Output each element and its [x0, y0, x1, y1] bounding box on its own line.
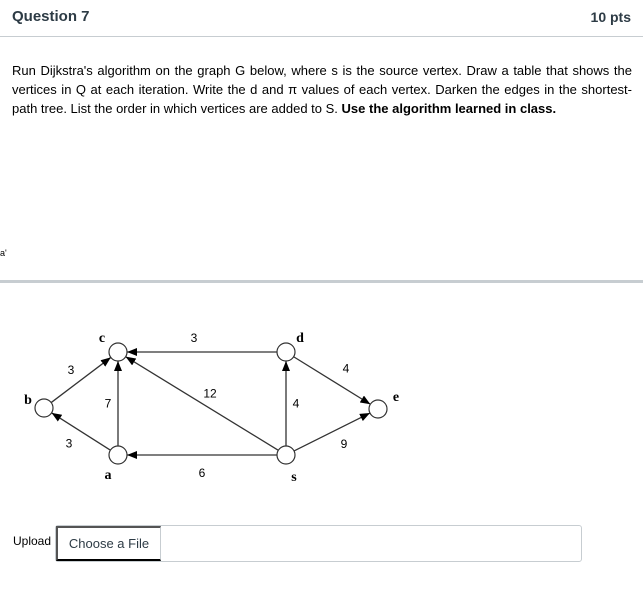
edge-weight-s-c: 12 — [203, 386, 217, 401]
edge-b-c — [51, 357, 111, 402]
node-label-b: b — [24, 393, 32, 408]
edge-weight-b-c: 3 — [67, 363, 75, 377]
edge-weight-d-e: 4 — [342, 361, 350, 376]
edge-weight-s-a: 6 — [198, 466, 206, 480]
question-text — [12, 61, 632, 118]
node-b — [35, 399, 53, 417]
node-label-a: a — [104, 468, 112, 483]
edge-s-c — [126, 357, 279, 451]
node-d — [277, 343, 295, 361]
choose-file-button[interactable]: Choose a File — [56, 526, 161, 561]
question-emphasis: Use the algorithm learned in class. — [341, 101, 557, 116]
node-c — [109, 343, 127, 361]
question-header — [0, 0, 643, 37]
stray-mark: a' — [0, 248, 7, 258]
question-title: Question 7 — [12, 8, 90, 25]
question-points: 10 pts — [590, 9, 631, 25]
edge-weight-d-c: 3 — [190, 331, 198, 345]
divider — [0, 280, 643, 283]
edge-a-b — [52, 413, 111, 450]
node-label-c: c — [98, 331, 106, 346]
upload-label: Upload — [13, 534, 52, 548]
node-a — [109, 446, 127, 464]
node-s — [277, 446, 295, 464]
node-label-s: s — [291, 470, 297, 485]
file-upload-field[interactable] — [55, 525, 582, 562]
edge-weight-s-d: 4 — [292, 396, 300, 411]
edge-d-e — [294, 357, 371, 405]
node-label-e: e — [392, 390, 400, 405]
edge-s-e — [294, 413, 370, 451]
edge-weight-a-c: 7 — [104, 396, 112, 411]
edge-weight-a-b: 3 — [65, 436, 73, 451]
question-body: Run Dijkstra's algorithm on the graph G below, where s is the source vertex. Draw a table that shows the vertices in Q at each iteration. Write the d and π values of each vertex. Darken the edges in the shortest-path tree. List the order in which vertices are added to S. — [12, 63, 632, 116]
graph-figure — [0, 310, 420, 490]
node-label-d: d — [296, 331, 304, 346]
edge-weight-s-e: 9 — [340, 437, 348, 451]
node-e — [369, 400, 387, 418]
